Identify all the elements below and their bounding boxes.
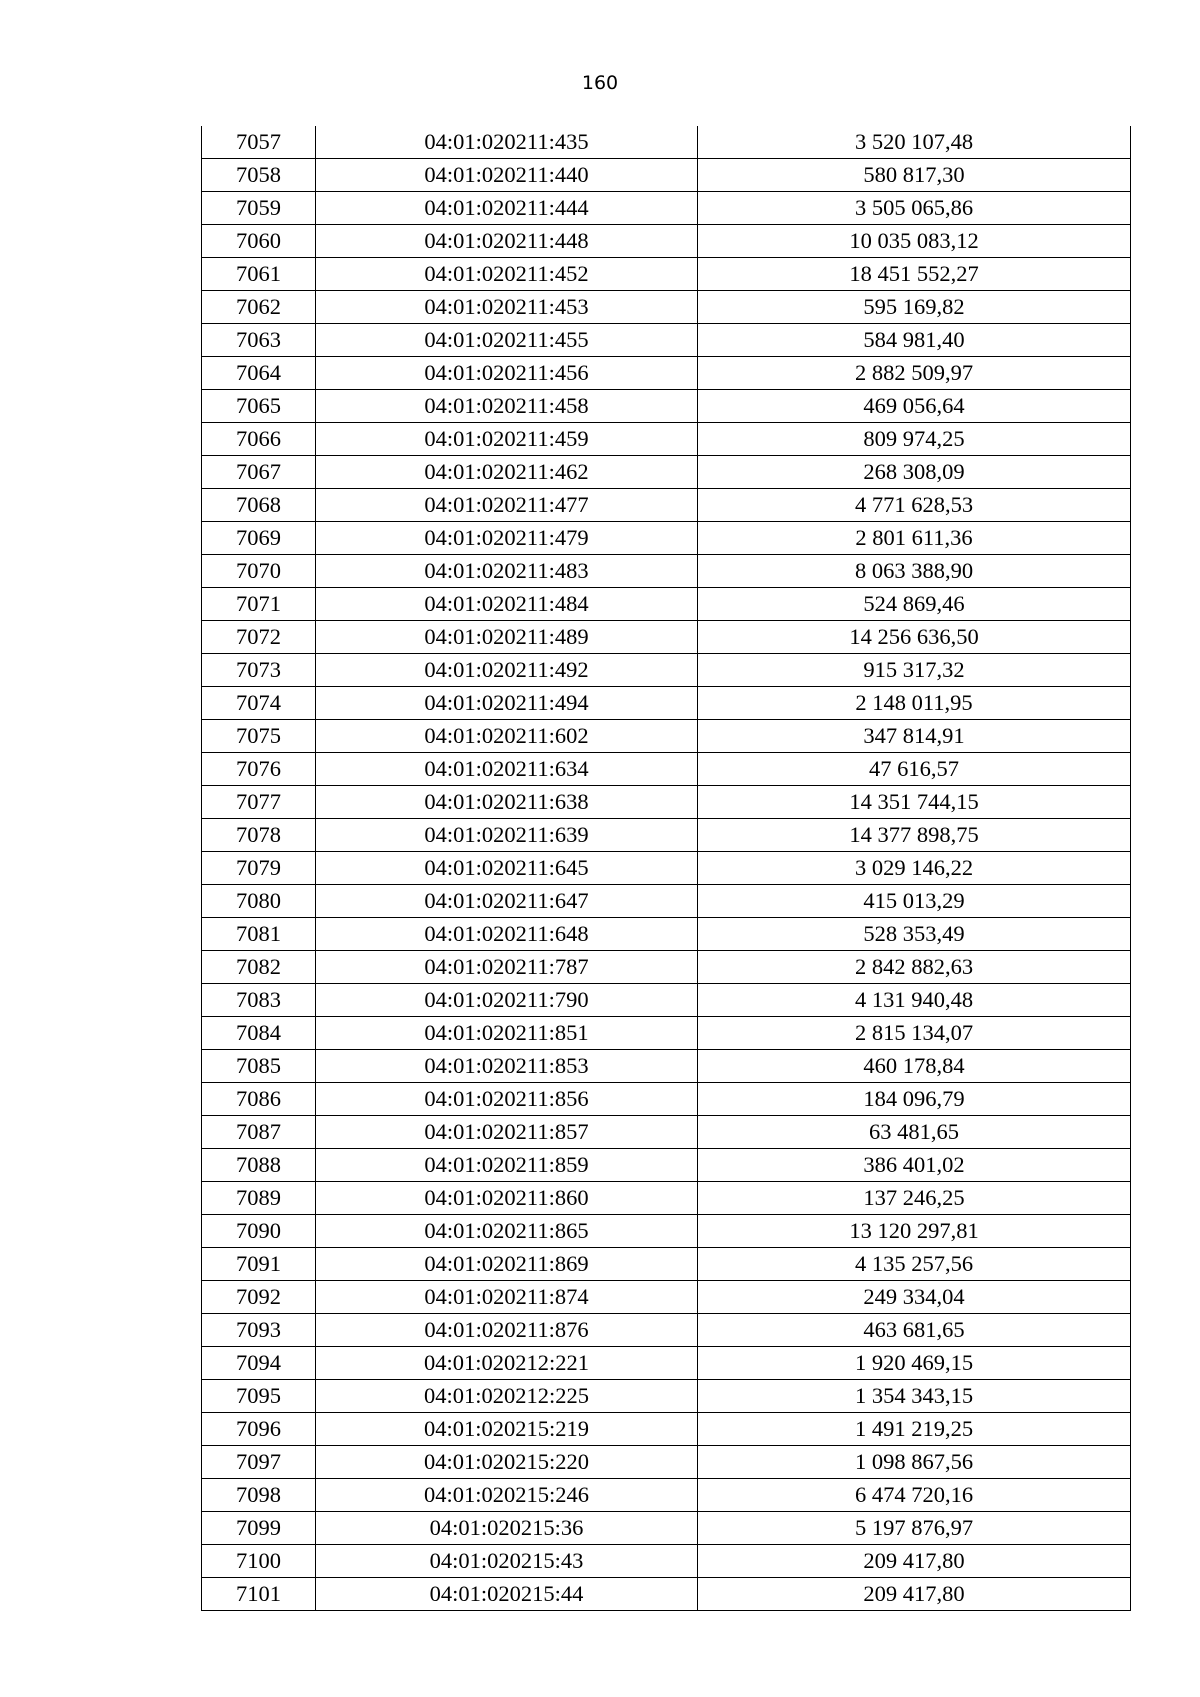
row-number-cell: 7080	[202, 885, 316, 918]
cadastral-number-cell: 04:01:020211:479	[316, 522, 698, 555]
table-row	[202, 1578, 1131, 1611]
cadastral-value-cell: 6 474 720,16	[698, 1479, 1131, 1512]
cadastral-number-cell: 04:01:020215:246	[316, 1479, 698, 1512]
table-row	[202, 126, 1131, 159]
row-number-cell: 7091	[202, 1248, 316, 1281]
table-row	[202, 1347, 1131, 1380]
cadastral-value-cell: 184 096,79	[698, 1083, 1131, 1116]
table-row	[202, 1116, 1131, 1149]
cadastral-value-cell: 580 817,30	[698, 159, 1131, 192]
table-row	[202, 654, 1131, 687]
cadastral-number-cell: 04:01:020211:787	[316, 951, 698, 984]
cadastral-number-cell: 04:01:020215:44	[316, 1578, 698, 1611]
table-row	[202, 852, 1131, 885]
cadastral-number-cell: 04:01:020215:219	[316, 1413, 698, 1446]
cadastral-number-cell: 04:01:020211:484	[316, 588, 698, 621]
cadastral-value-cell: 5 197 876,97	[698, 1512, 1131, 1545]
row-number-cell: 7073	[202, 654, 316, 687]
table-row	[202, 1248, 1131, 1281]
cadastral-value-cell: 595 169,82	[698, 291, 1131, 324]
cadastral-value-cell: 1 920 469,15	[698, 1347, 1131, 1380]
table-row	[202, 489, 1131, 522]
table-row	[202, 1182, 1131, 1215]
table-row	[202, 621, 1131, 654]
table-row	[202, 423, 1131, 456]
cadastral-number-cell: 04:01:020211:876	[316, 1314, 698, 1347]
table-row	[202, 984, 1131, 1017]
cadastral-number-cell: 04:01:020211:456	[316, 357, 698, 390]
row-number-cell: 7093	[202, 1314, 316, 1347]
row-number-cell: 7063	[202, 324, 316, 357]
table-row	[202, 357, 1131, 390]
table-row	[202, 786, 1131, 819]
table-row	[202, 225, 1131, 258]
cadastral-value-cell: 4 131 940,48	[698, 984, 1131, 1017]
cadastral-number-cell: 04:01:020211:859	[316, 1149, 698, 1182]
table-row	[202, 1281, 1131, 1314]
row-number-cell: 7094	[202, 1347, 316, 1380]
cadastral-value-cell: 2 815 134,07	[698, 1017, 1131, 1050]
cadastral-value-table	[201, 126, 1131, 1611]
cadastral-value-cell: 1 491 219,25	[698, 1413, 1131, 1446]
row-number-cell: 7086	[202, 1083, 316, 1116]
cadastral-number-cell: 04:01:020211:494	[316, 687, 698, 720]
cadastral-number-cell: 04:01:020211:477	[316, 489, 698, 522]
table-row	[202, 588, 1131, 621]
table-row	[202, 1380, 1131, 1413]
table-row	[202, 291, 1131, 324]
page-number: 160	[581, 72, 619, 94]
table-row	[202, 720, 1131, 753]
cadastral-number-cell: 04:01:020211:462	[316, 456, 698, 489]
row-number-cell: 7096	[202, 1413, 316, 1446]
cadastral-number-cell: 04:01:020211:459	[316, 423, 698, 456]
table-row	[202, 555, 1131, 588]
cadastral-number-cell: 04:01:020211:458	[316, 390, 698, 423]
row-number-cell: 7090	[202, 1215, 316, 1248]
cadastral-value-cell: 2 148 011,95	[698, 687, 1131, 720]
cadastral-number-cell: 04:01:020211:857	[316, 1116, 698, 1149]
table-row	[202, 951, 1131, 984]
cadastral-number-cell: 04:01:020211:444	[316, 192, 698, 225]
row-number-cell: 7087	[202, 1116, 316, 1149]
cadastral-value-cell: 63 481,65	[698, 1116, 1131, 1149]
table-row	[202, 1413, 1131, 1446]
cadastral-number-cell: 04:01:020211:648	[316, 918, 698, 951]
cadastral-value-cell: 524 869,46	[698, 588, 1131, 621]
cadastral-value-cell: 463 681,65	[698, 1314, 1131, 1347]
cadastral-value-cell: 2 801 611,36	[698, 522, 1131, 555]
row-number-cell: 7064	[202, 357, 316, 390]
row-number-cell: 7069	[202, 522, 316, 555]
cadastral-number-cell: 04:01:020212:221	[316, 1347, 698, 1380]
cadastral-value-cell: 47 616,57	[698, 753, 1131, 786]
cadastral-value-cell: 809 974,25	[698, 423, 1131, 456]
table-row	[202, 1446, 1131, 1479]
cadastral-value-cell: 14 351 744,15	[698, 786, 1131, 819]
cadastral-value-cell: 137 246,25	[698, 1182, 1131, 1215]
row-number-cell: 7082	[202, 951, 316, 984]
cadastral-number-cell: 04:01:020211:440	[316, 159, 698, 192]
row-number-cell: 7057	[202, 126, 316, 159]
row-number-cell: 7098	[202, 1479, 316, 1512]
row-number-cell: 7089	[202, 1182, 316, 1215]
row-number-cell: 7083	[202, 984, 316, 1017]
row-number-cell: 7097	[202, 1446, 316, 1479]
table-row	[202, 324, 1131, 357]
cadastral-value-cell: 2 882 509,97	[698, 357, 1131, 390]
cadastral-value-cell: 209 417,80	[698, 1545, 1131, 1578]
row-number-cell: 7077	[202, 786, 316, 819]
cadastral-value-cell: 4 771 628,53	[698, 489, 1131, 522]
row-number-cell: 7068	[202, 489, 316, 522]
cadastral-value-cell: 584 981,40	[698, 324, 1131, 357]
cadastral-number-cell: 04:01:020211:483	[316, 555, 698, 588]
cadastral-number-cell: 04:01:020211:602	[316, 720, 698, 753]
cadastral-value-cell: 268 308,09	[698, 456, 1131, 489]
cadastral-number-cell: 04:01:020215:36	[316, 1512, 698, 1545]
cadastral-value-cell: 1 354 343,15	[698, 1380, 1131, 1413]
cadastral-value-cell: 3 029 146,22	[698, 852, 1131, 885]
cadastral-value-cell: 4 135 257,56	[698, 1248, 1131, 1281]
cadastral-number-cell: 04:01:020211:492	[316, 654, 698, 687]
cadastral-number-cell: 04:01:020211:452	[316, 258, 698, 291]
cadastral-number-cell: 04:01:020212:225	[316, 1380, 698, 1413]
row-number-cell: 7072	[202, 621, 316, 654]
cadastral-value-cell: 1 098 867,56	[698, 1446, 1131, 1479]
cadastral-number-cell: 04:01:020215:43	[316, 1545, 698, 1578]
table-row	[202, 1512, 1131, 1545]
table-row	[202, 1050, 1131, 1083]
cadastral-value-cell: 528 353,49	[698, 918, 1131, 951]
row-number-cell: 7081	[202, 918, 316, 951]
table-row	[202, 159, 1131, 192]
table-row	[202, 885, 1131, 918]
cadastral-value-cell: 3 520 107,48	[698, 126, 1131, 159]
cadastral-value-cell: 8 063 388,90	[698, 555, 1131, 588]
cadastral-value-cell: 386 401,02	[698, 1149, 1131, 1182]
row-number-cell: 7100	[202, 1545, 316, 1578]
row-number-cell: 7101	[202, 1578, 316, 1611]
row-number-cell: 7060	[202, 225, 316, 258]
cadastral-number-cell: 04:01:020211:869	[316, 1248, 698, 1281]
row-number-cell: 7065	[202, 390, 316, 423]
cadastral-number-cell: 04:01:020211:634	[316, 753, 698, 786]
table-row	[202, 819, 1131, 852]
cadastral-number-cell: 04:01:020211:639	[316, 819, 698, 852]
cadastral-number-cell: 04:01:020211:790	[316, 984, 698, 1017]
row-number-cell: 7061	[202, 258, 316, 291]
table-row	[202, 258, 1131, 291]
table-row	[202, 1149, 1131, 1182]
row-number-cell: 7095	[202, 1380, 316, 1413]
cadastral-value-cell: 347 814,91	[698, 720, 1131, 753]
row-number-cell: 7079	[202, 852, 316, 885]
cadastral-value-cell: 14 377 898,75	[698, 819, 1131, 852]
cadastral-number-cell: 04:01:020211:489	[316, 621, 698, 654]
table-row	[202, 390, 1131, 423]
cadastral-number-cell: 04:01:020211:647	[316, 885, 698, 918]
cadastral-number-cell: 04:01:020211:453	[316, 291, 698, 324]
table-row	[202, 1017, 1131, 1050]
cadastral-value-cell: 18 451 552,27	[698, 258, 1131, 291]
cadastral-value-cell: 10 035 083,12	[698, 225, 1131, 258]
row-number-cell: 7059	[202, 192, 316, 225]
row-number-cell: 7074	[202, 687, 316, 720]
row-number-cell: 7099	[202, 1512, 316, 1545]
cadastral-value-cell: 209 417,80	[698, 1578, 1131, 1611]
cadastral-number-cell: 04:01:020211:455	[316, 324, 698, 357]
cadastral-number-cell: 04:01:020211:853	[316, 1050, 698, 1083]
cadastral-number-cell: 04:01:020211:435	[316, 126, 698, 159]
table-row	[202, 1545, 1131, 1578]
table-row	[202, 456, 1131, 489]
table-body	[202, 126, 1131, 1611]
row-number-cell: 7071	[202, 588, 316, 621]
row-number-cell: 7062	[202, 291, 316, 324]
cadastral-number-cell: 04:01:020215:220	[316, 1446, 698, 1479]
row-number-cell: 7070	[202, 555, 316, 588]
cadastral-number-cell: 04:01:020211:856	[316, 1083, 698, 1116]
table-row	[202, 753, 1131, 786]
cadastral-value-cell: 460 178,84	[698, 1050, 1131, 1083]
row-number-cell: 7084	[202, 1017, 316, 1050]
table-row	[202, 1479, 1131, 1512]
cadastral-value-cell: 915 317,32	[698, 654, 1131, 687]
row-number-cell: 7066	[202, 423, 316, 456]
cadastral-value-cell: 2 842 882,63	[698, 951, 1131, 984]
cadastral-value-cell: 13 120 297,81	[698, 1215, 1131, 1248]
cadastral-number-cell: 04:01:020211:860	[316, 1182, 698, 1215]
cadastral-number-cell: 04:01:020211:645	[316, 852, 698, 885]
table-row	[202, 1314, 1131, 1347]
row-number-cell: 7075	[202, 720, 316, 753]
table-row	[202, 918, 1131, 951]
row-number-cell: 7078	[202, 819, 316, 852]
cadastral-number-cell: 04:01:020211:448	[316, 225, 698, 258]
cadastral-number-cell: 04:01:020211:874	[316, 1281, 698, 1314]
row-number-cell: 7085	[202, 1050, 316, 1083]
cadastral-value-cell: 249 334,04	[698, 1281, 1131, 1314]
cadastral-value-cell: 415 013,29	[698, 885, 1131, 918]
cadastral-number-cell: 04:01:020211:851	[316, 1017, 698, 1050]
cadastral-value-cell: 3 505 065,86	[698, 192, 1131, 225]
cadastral-number-cell: 04:01:020211:638	[316, 786, 698, 819]
cadastral-value-cell: 469 056,64	[698, 390, 1131, 423]
row-number-cell: 7088	[202, 1149, 316, 1182]
table-row	[202, 192, 1131, 225]
table-row	[202, 1083, 1131, 1116]
cadastral-number-cell: 04:01:020211:865	[316, 1215, 698, 1248]
table-row	[202, 1215, 1131, 1248]
row-number-cell: 7092	[202, 1281, 316, 1314]
cadastral-value-cell: 14 256 636,50	[698, 621, 1131, 654]
table-row	[202, 687, 1131, 720]
row-number-cell: 7058	[202, 159, 316, 192]
row-number-cell: 7067	[202, 456, 316, 489]
row-number-cell: 7076	[202, 753, 316, 786]
table-row	[202, 522, 1131, 555]
